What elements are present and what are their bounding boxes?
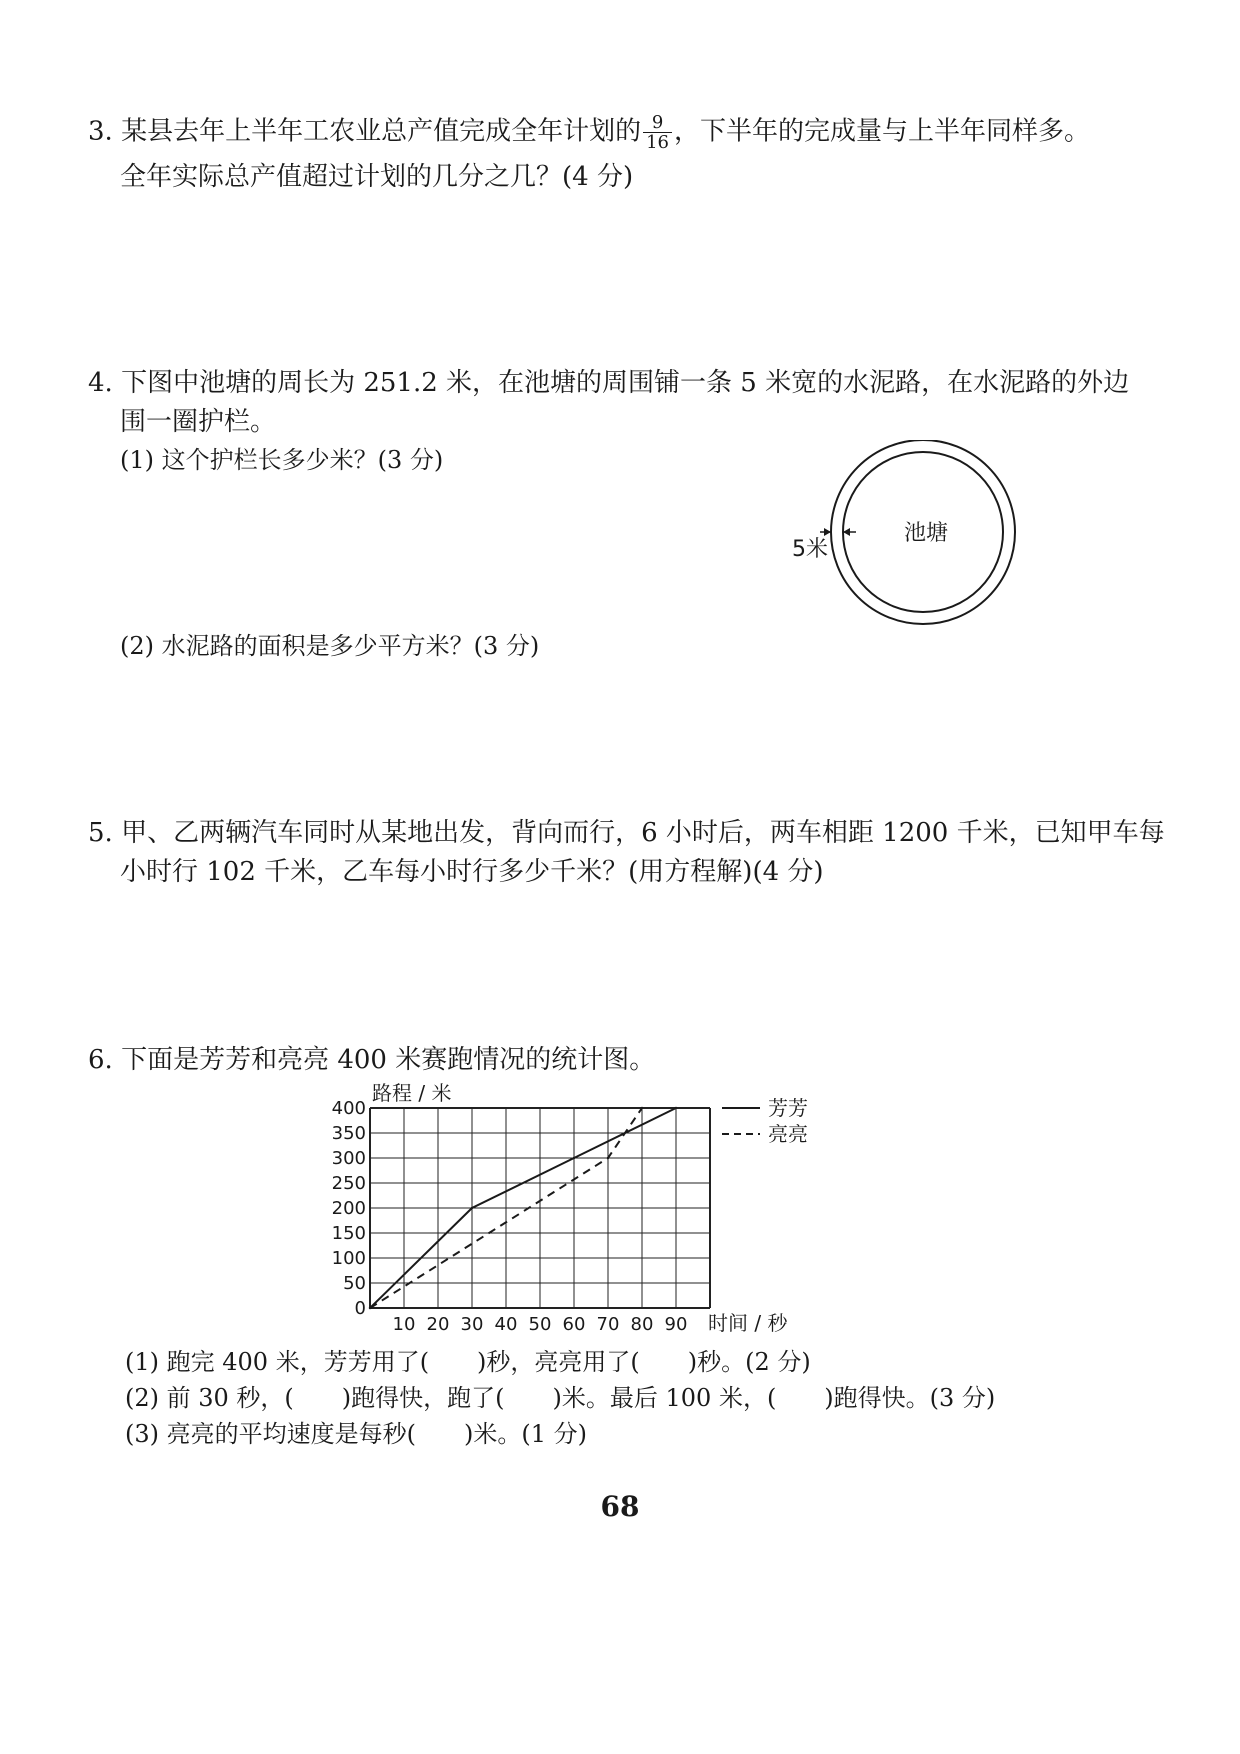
width-label: 5米 <box>792 537 828 562</box>
width-arrowhead-right <box>843 528 850 536</box>
chart-legend <box>722 1096 808 1146</box>
legend-label-1: 芳芳 <box>768 1096 808 1120</box>
series-point-2 <box>369 1307 371 1309</box>
x-tick-label: 70 <box>596 1314 620 1334</box>
q4-line1 <box>88 366 1129 400</box>
y-tick-label: 350 <box>331 1123 366 1144</box>
y-tick-label: 300 <box>331 1148 366 1169</box>
y-axis-label: 路程 / 米 <box>372 1081 452 1105</box>
y-tick-label: 200 <box>331 1198 366 1219</box>
race-chart <box>320 1078 840 1334</box>
series-point-2 <box>641 1107 643 1109</box>
q3-text-b: ，下半年的完成量与上半年同样多。 <box>674 116 1091 147</box>
x-tick-label: 80 <box>630 1314 654 1334</box>
chart-grid <box>370 1108 710 1308</box>
y-tick-label: 250 <box>331 1173 366 1194</box>
q3-fraction <box>643 113 672 152</box>
page-number: 68 <box>600 1490 640 1523</box>
q6-sub1: (1) 跑完 400 米，芳芳用了( )秒，亮亮用了( )秒。(2 分) <box>125 1348 811 1376</box>
x-tick-label: 50 <box>528 1314 552 1334</box>
pond-label: 池塘 <box>903 521 949 546</box>
q6-number: 6. <box>88 1045 113 1075</box>
q6-line1 <box>88 1043 655 1077</box>
q3-text-a: 某县去年上半年工农业总产值完成全年计划的 <box>121 116 642 147</box>
q5-line1 <box>88 816 1165 850</box>
y-tick-label: 150 <box>331 1223 366 1244</box>
x-tick-label: 60 <box>562 1314 586 1334</box>
q5-number: 5. <box>88 818 113 848</box>
q3-fraction-numerator: 9 <box>643 113 672 133</box>
x-tick-label: 10 <box>392 1314 416 1334</box>
q4-line2: 围一圈护栏。 <box>120 407 277 437</box>
y-tick-label: 400 <box>331 1098 366 1119</box>
q4-sub1: (1) 这个护栏长多少米？(3 分) <box>120 446 444 474</box>
y-tick-label: 50 <box>343 1273 366 1294</box>
q4-text: 下图中池塘的周长为 251.2 米，在池塘的周围铺一条 5 米宽的水泥路，在水泥路的外边 <box>121 368 1130 398</box>
series-point-1 <box>471 1207 473 1209</box>
q5-text: 甲、乙两辆汽车同时从某地出发，背向而行，6 小时后，两车相距 1200 千米，已知甲车每 <box>121 818 1165 848</box>
x-axis-label: 时间 / 秒 <box>708 1311 788 1334</box>
q3-line2: 全年实际总产值超过计划的几分之几？(4 分) <box>120 162 634 192</box>
width-arrowhead-left <box>824 528 831 536</box>
pond-figure <box>780 440 1040 640</box>
y-tick-label: 0 <box>354 1298 366 1319</box>
x-tick-label: 40 <box>494 1314 518 1334</box>
series-point-2 <box>607 1157 609 1159</box>
q3-fraction-denominator: 16 <box>646 132 669 153</box>
x-tick-label: 20 <box>426 1314 450 1334</box>
q4-number: 4. <box>88 368 113 398</box>
q5-line2: 小时行 102 千米，乙车每小时行多少千米？(用方程解)(4 分) <box>120 857 824 887</box>
series-point-1 <box>675 1107 677 1109</box>
q6-intro: 下面是芳芳和亮亮 400 米赛跑情况的统计图。 <box>121 1045 656 1075</box>
series-point-1 <box>573 1157 575 1159</box>
q6-sub2: (2) 前 30 秒，( )跑得快，跑了( )米。最后 100 米，( )跑得快。(3 分) <box>125 1384 996 1412</box>
q3-line1 <box>88 113 1090 152</box>
y-tick-label: 100 <box>331 1248 366 1269</box>
legend-label-2: 亮亮 <box>768 1122 808 1146</box>
x-tick-label: 90 <box>664 1314 688 1334</box>
q4-sub2: (2) 水泥路的面积是多少平方米？(3 分) <box>120 632 540 660</box>
q6-sub3: (3) 亮亮的平均速度是每秒( )米。(1 分) <box>125 1420 587 1448</box>
q3-number: 3. <box>88 116 113 147</box>
x-tick-label: 30 <box>460 1314 484 1334</box>
